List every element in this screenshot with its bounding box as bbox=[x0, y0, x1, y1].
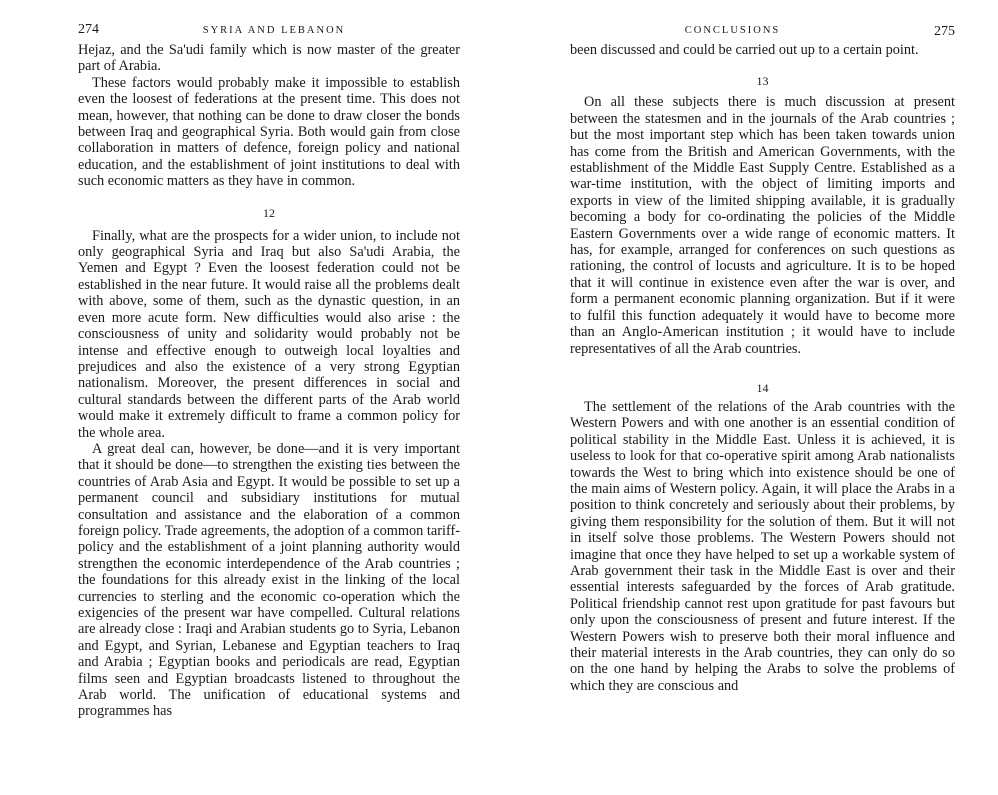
right-paragraph-1: been discussed and could be carried out up to a certain point. bbox=[570, 42, 919, 58]
left-paragraph-2: These factors would probably make it impossible to establish even the loosest of federations at the present time. This does not mean, however, that nothing can be done to draw closer the bonds between Iraq and geographical Syria. Both would gain from close collaboration in matters of defence, foreign policy and national education, and the establishment of joint institutions to deal with such economic matters as they have in common. bbox=[78, 74, 460, 190]
left-paragraph-1: Hejaz, and the Sa'udi family which is now master of the greater part of Arabia. bbox=[78, 42, 460, 75]
right-running-head bbox=[570, 22, 955, 40]
section-number-14: 14 bbox=[756, 380, 769, 395]
left-running-head bbox=[78, 22, 460, 40]
section-number-12: 12 bbox=[263, 205, 275, 220]
left-paragraph-4: A great deal can, however, be done—and it is very important that it should be done—to strengthen the existing ties between the countries of Arab Asia and Egypt. It would be possible to set up a permanent council and subsidiary institutions for mutual consultation and assistance and the elaboration of a common foreign policy. Trade agreements, the adoption of a common tariff-policy and the establishment of a joint planning authority would strengthen the economic interdependence of the Arab countries ; the foundations for this already exist in the linking of the local currencies to sterling and the economic co-operation which the exigencies of the present war have compelled. Cultural relations are already close : Iraqi and Arabian students go to Syria, Lebanon and Egypt, and Syrian, Lebanese and Egyptian teachers to Iraq and Arabia ; Egyptian books and periodicals are read, Egyptian films seen and Egyptian broadcasts listened to throughout the Arab world. The unification of educational systems and programmes has bbox=[78, 440, 460, 720]
right-paragraph-3: The settlement of the relations of the Arab countries with the Western Powers and with one another is an essential condition of political stability in the Middle East. Unless it is achieved, it is useless to look for that co-operative spirit among Arab nationalists towards the West to bring which into existence should be one of the main aims of Western policy. Again, it will place the Arabs in a position to think concretely and seriously about their problems, by giving them responsibility for the solution of them. But it will not in itself solve those problems. The Western Powers should not imagine that once they have helped to set up a workable system of Arab government their task in the Middle East is over and their essential interests safeguarded by the forces of Arab gratitude. Political friendship cannot rest upon gratitude for past favours but only upon the consciousness of present and future interest. If the Western Powers wish to preserve both their moral influence and their material interests in the Arab countries, they can only do so on the one hand by helping the Arabs to solve the problems of which they are conscious and bbox=[570, 398, 955, 694]
left-running-title: SYRIA AND LEBANON bbox=[202, 25, 346, 36]
section-number-13: 13 bbox=[756, 74, 769, 89]
left-paragraph-3: Finally, what are the prospects for a wider union, to include not only geographical Syria and Iraq but also Sa'udi Arabia, the Yemen and Egypt ? Even the loosest federation could not be established in the near future. It would raise all the problems dealt with above, some of them, such as the dynastic question, in an even more acute form. New difficulties would also arise : the consciousness of unity and solidarity would probably not be intense and effective enough to outweigh local loyalties and prejudices and also the existence of a very strong Egyptian nationalism. Moreover, the present differences in social and cultural standards between the different parts of the Arab world would make it extremely difficult to frame a common policy for the whole area. bbox=[78, 227, 460, 441]
right-paragraph-2: On all these subjects there is much discussion at present between the statesmen and in the journals of the Arab countries ; but the most important step which has been taken towards union has come from the British and American Governments, with the establishment of the Middle East Supply Centre. Established as a war-time institution, with the object of limiting imports and exports in view of the limited shipping available, it is gradually becoming a body for co-ordinating the policies of the Middle Eastern Governments over a wide range of economic matters. It has, for example, arranged for conferences on such questions as rationing, the control of locusts and agriculture. It is to be hoped that it will continue in existence even after the war is over, and form a permanent economic planning organization. But if it were to fulfil this function adequately it would have to become more than an Anglo-American institution ; it would have to include representatives of all the Arab countries. bbox=[570, 94, 955, 357]
right-running-title: CONCLUSIONS bbox=[684, 25, 781, 36]
left-page-number: 274 bbox=[78, 22, 99, 37]
right-page bbox=[570, 22, 955, 694]
left-page bbox=[78, 22, 460, 720]
right-page-number: 275 bbox=[934, 24, 955, 39]
